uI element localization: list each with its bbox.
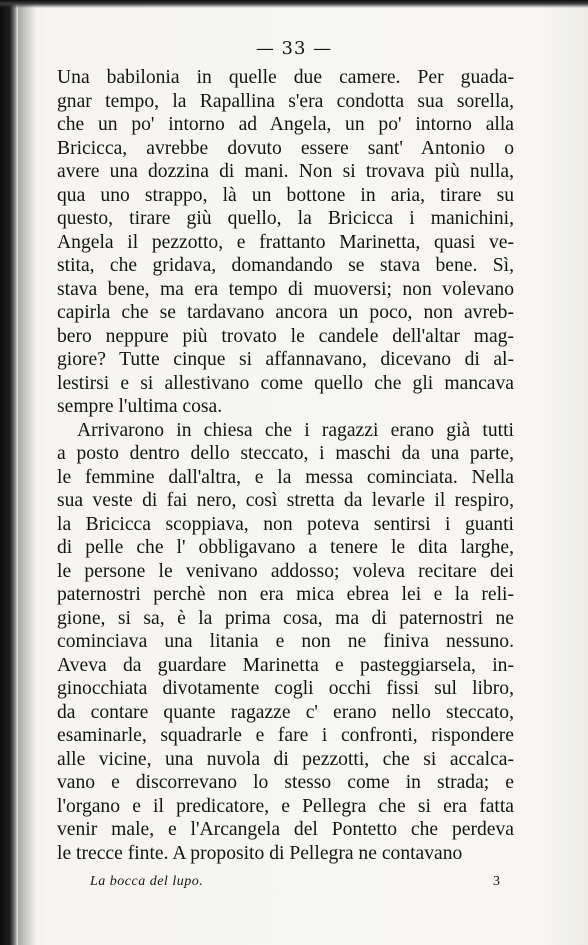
text-line: giore? Tutte cinque si affannavano, dicevano di al- <box>57 349 514 370</box>
text-line: stava bene, ma era tempo di muoversi; non volevano <box>57 278 514 300</box>
text-line: le femmine dall'altra, e la messa cominciata. Nella <box>57 466 514 488</box>
book-binding <box>0 0 18 945</box>
text-line: la Bricicca scoppiava, non poteva sentirsi i guanti <box>57 513 514 535</box>
text-line: le persone le venivano addosso; voleva recitare dei <box>57 560 514 582</box>
text-line: paternostri perchè non era mica ebrea lei e la reli- <box>57 584 514 605</box>
text-line: che un po' intorno ad Angela, un po' intorno alla <box>57 114 514 135</box>
text-line: di pelle che l' obbligavano a tenere le dita larghe, <box>57 537 514 558</box>
text-line: ginocchiata divotamente cogli occhi fissi sul libro, <box>57 678 514 699</box>
signature-mark: 3 <box>493 874 500 889</box>
text-line: Bricicca, avrebbe dovuto essere sant' Antonio o <box>57 137 514 159</box>
text-line: gnar tempo, la Rapallina s'era condotta sua sorella, <box>57 90 514 112</box>
page-top-edge <box>0 0 588 8</box>
text-line: cominciava una litania e non ne finiva nessuno. <box>57 631 514 652</box>
paragraph <box>57 419 514 866</box>
text-line: stita, che gridava, domandando se stava bene. Sì, <box>57 255 514 276</box>
running-title: La bocca del lupo. <box>90 874 204 889</box>
text-line: qua uno strappo, là un bottone in aria, tirare su <box>57 184 514 206</box>
text-line: Aveva da guardare Marinetta e pasteggiarsela, in- <box>57 654 514 676</box>
text-line: Una babilonia in quelle due camere. Per guada- <box>57 67 514 88</box>
text-line: Angela il pezzotto, e frattanto Marinetta, quasi ve- <box>57 231 514 253</box>
text-line: da contare quante ragazze c' erano nello steccato, <box>57 701 514 723</box>
body-text <box>57 66 514 865</box>
text-line: lestirsi e si allestivano come quello che gli mancava <box>57 372 514 394</box>
text-line: sua veste di fai nero, così stretta da levarle il respiro, <box>57 490 514 511</box>
text-line: vano e discorrevano lo stesso come in strada; e <box>57 772 514 793</box>
text-line: sempre l'ultima cosa. <box>57 396 223 417</box>
text-line: le trecce finte. A proposito di Pellegra ne contavano <box>57 842 463 864</box>
page-number: — 33 — <box>255 38 333 59</box>
text-line: venir male, e l'Arcangela del Pontetto che perdeva <box>57 819 514 840</box>
binding-shadow <box>18 0 36 945</box>
text-line: gione, si sa, è la prima cosa, ma di paternostri ne <box>57 607 514 629</box>
text-line: a posto dentro dello steccato, i maschi da una parte, <box>57 443 514 464</box>
text-line: avere una dozzina di mani. Non si trovava più nulla, <box>57 161 514 182</box>
text-line: alle vicine, una nuvola di pezzotti, che si accalca- <box>57 748 514 770</box>
text-line: capirla che se tardavano ancora un poco, non avreb- <box>57 302 514 323</box>
text-line: l'organo e il predicatore, e Pellegra che si era fatta <box>57 795 514 817</box>
text-line: bero neppure più trovato le candele dell'altar mag- <box>57 325 514 347</box>
text-line: questo, tirare giù quello, la Bricicca i manichini, <box>57 208 514 229</box>
text-line: Arrivarono in chiesa che i ragazzi erano già tutti <box>77 419 514 441</box>
paragraph <box>57 66 514 419</box>
text-line: esaminarle, squadrarle e fare i confronti, rispondere <box>57 725 514 746</box>
